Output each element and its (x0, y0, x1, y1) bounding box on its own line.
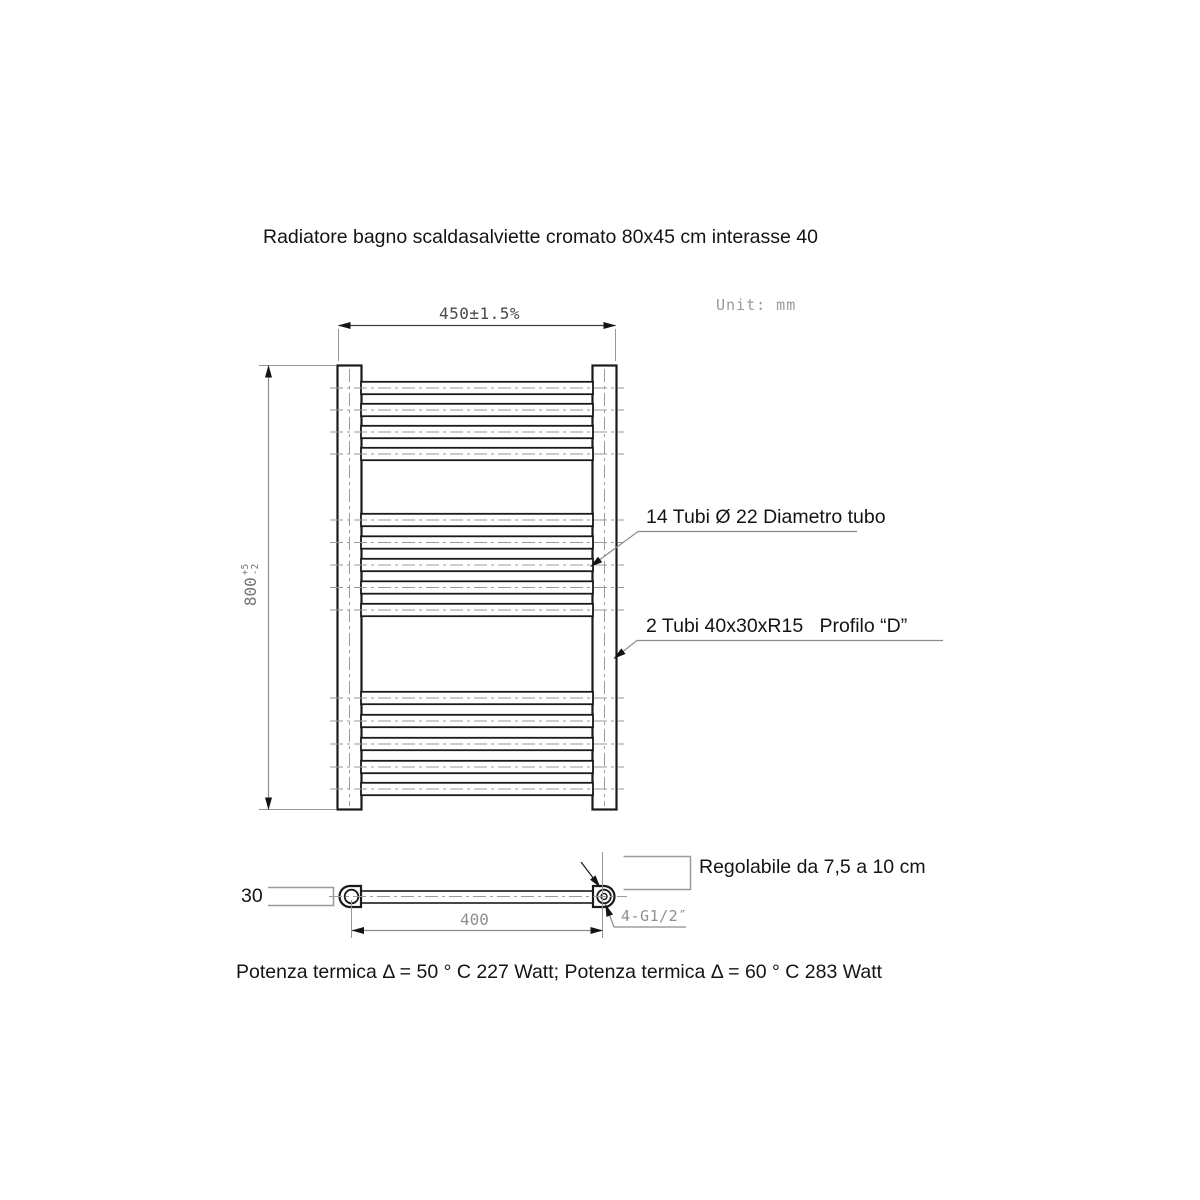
thermal-power-note: Potenza termica Δ = 50 ° C 227 Watt; Potenza termica Δ = 60 ° C 283 Watt (236, 961, 883, 983)
tolerance-plus: +5 (240, 563, 252, 576)
profile-label: 2 Tubi 40x30xR15 Profilo “D” (646, 615, 908, 637)
front-view (259, 326, 943, 810)
connection-label: 4-G1/2″ (621, 907, 688, 925)
height-dimension-text (241, 564, 261, 606)
width-dimension-text: 450±1.5% (439, 304, 521, 323)
adjustable-label: Regolabile da 7,5 a 10 cm (699, 856, 926, 878)
height-dimension-tolerance (241, 564, 261, 575)
interaxis-dimension-text: 400 (460, 910, 489, 929)
tolerance-minus: -2 (250, 563, 261, 576)
height-dimension-value: 800 (240, 577, 260, 607)
tubes-leader-line (591, 532, 858, 567)
connection-arrow (581, 862, 600, 887)
tubes-label: 14 Tubi Ø 22 Diametro tubo (646, 506, 886, 528)
page-title: Radiatore bagno scaldasalviette cromato 80x45 cm interasse 40 (263, 226, 818, 248)
depth-dimension-text: 30 (241, 885, 263, 907)
adjustable-bracket (624, 857, 691, 890)
depth-bracket (268, 888, 334, 906)
tube-group (361, 382, 593, 795)
profile-leader-line (614, 641, 943, 659)
unit-note: Unit: mm (716, 296, 797, 314)
